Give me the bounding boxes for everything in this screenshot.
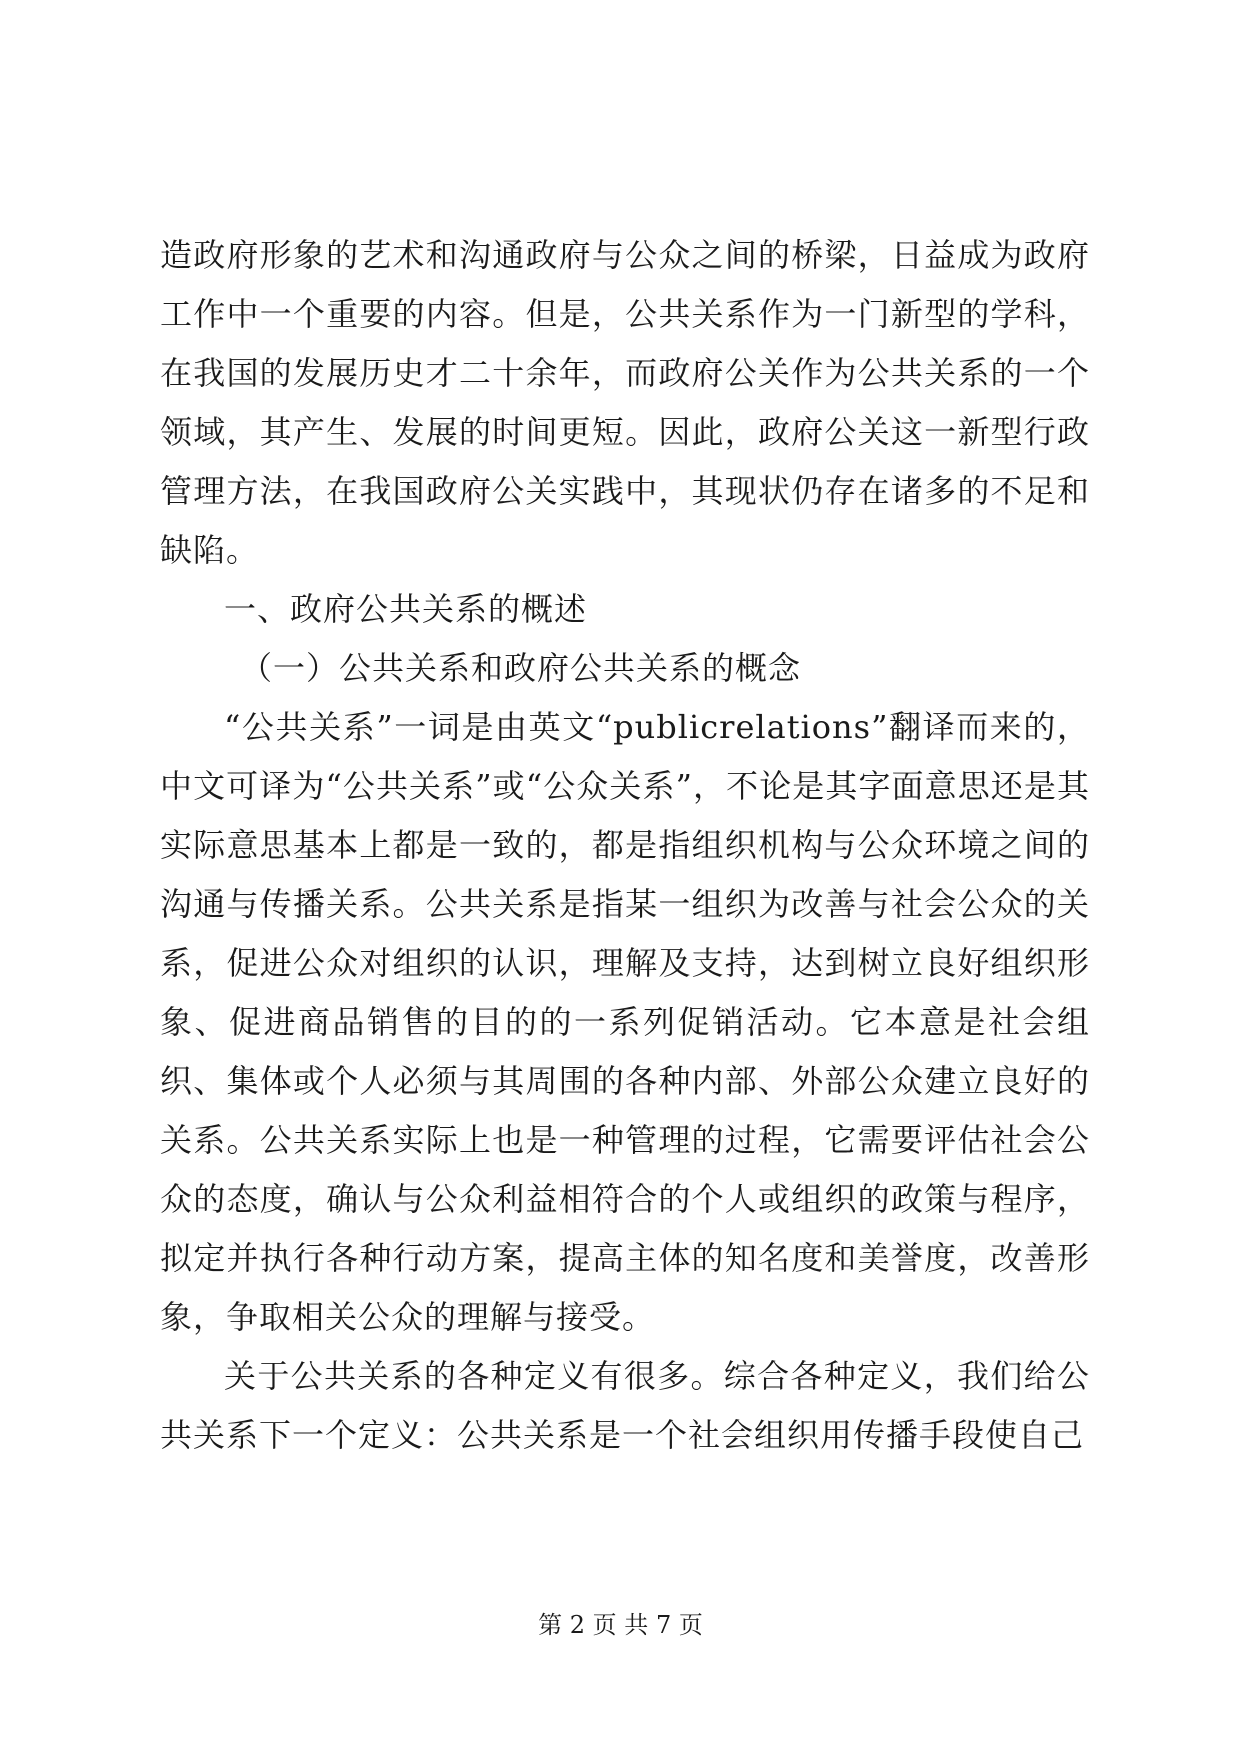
paragraph-continuation: 造政府形象的艺术和沟通政府与公众之间的桥梁，日益成为政府工作中一个重要的内容。但是，公共关系作为一门新型的学科，在我国的发展历史才二十余年，而政府公关作为公共关系的一个领域，其产生、发展的时间更短。因此，政府公关这一新型行政管理方法，在我国政府公关实践中，其现状仍存在诸多的不足和缺陷。 (160, 236, 1090, 569)
page-number: 第 2 页 共 7 页 (538, 1611, 703, 1639)
section-heading: 一、政府公共关系的概述 (224, 590, 588, 628)
subsection-heading: （一）公共关系和政府公共关系的概念 (240, 649, 802, 687)
paragraph-definition: “公共关系”一词是由英文“publicrelations”翻译而来的，中文可译为“公共关系”或“公众关系”，不论是其字面意思还是其实际意思基本上都是一致的，都是指组织机构与公众环境之间的沟通与传播关系。公共关系是指某一组织为改善与社会公众的关系，促进公众对组织的认识，理解及支持，达到树立良好组织形象、促进商品销售的目的的一系列促销活动。它本意是社会组织、集体或个人必须与其周围的各种内部、外部公众建立良好的关系。公共关系实际上也是一种管理的过程，它需要评估社会公众的态度，确认与公众利益相符合的个人或组织的政策与程序，拟定并执行各种行动方案，提高主体的知名度和美誉度，改善形象，争取相关公众的理解与接受。 (160, 708, 1090, 1336)
paragraph-summary: 关于公共关系的各种定义有很多。综合各种定义，我们给公共关系下一个定义：公共关系是一个社会组织用传播手段使自己 (160, 1357, 1090, 1454)
document-body (160, 226, 1090, 1465)
